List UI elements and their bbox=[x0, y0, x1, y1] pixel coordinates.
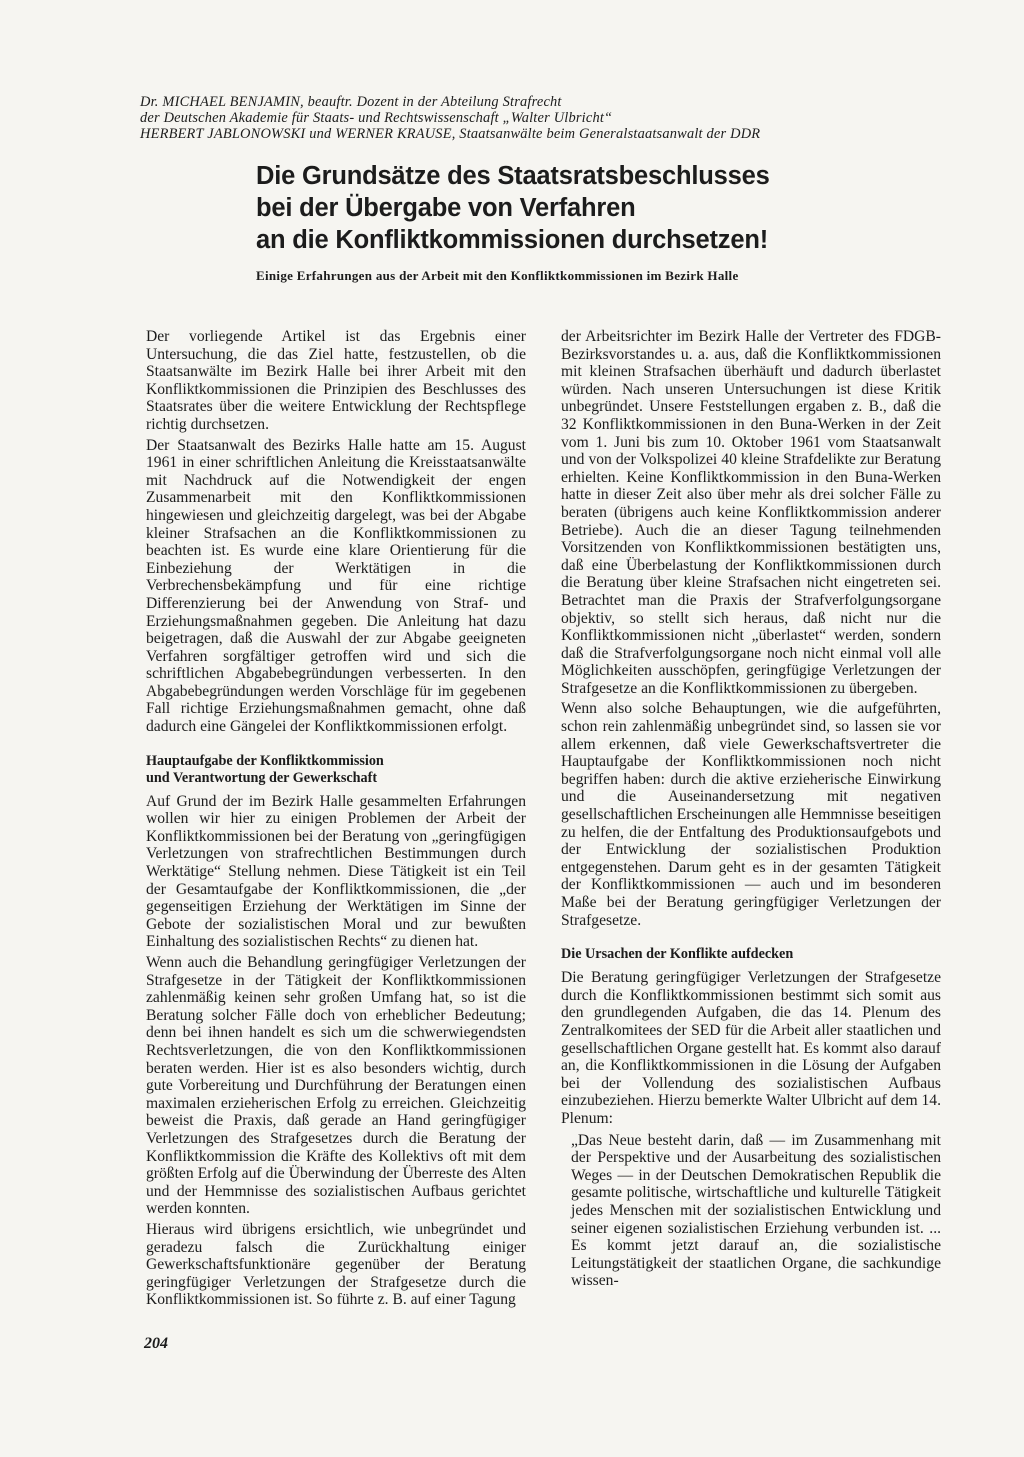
section-heading-line: Hauptaufgabe der Konfliktkommission bbox=[146, 752, 384, 769]
paragraph: Der vorliegende Artikel ist das Ergebnis einer Untersuchung, die das Ziel hatte, festzustellen, ob die Staatsanwälte im Bezirk Halle bei ihrer Arbeit mit den Konfliktkommissionen die Prinzipien des Beschlusses des Staatsrates über die weitere Entwicklung der Rechtspflege richtig durchsetzen. bbox=[146, 328, 526, 433]
title-line: bei der Übergabe von Verfahren bbox=[256, 194, 636, 222]
section-heading: Die Ursachen der Konflikte aufdecken bbox=[561, 946, 794, 963]
block-quote: „Das Neue besteht darin, daß — im Zusammenhang mit der Perspektive und der Ausarbeitung des sozialistischen Weges — in der Deutschen Demokratischen Republik die gesamte politische, wirtschaftliche und kulturelle Tätigkeit jedes Menschen mit der sozialistischen Entwicklung und seiner eigenen sozialistischen Erziehung verbunden ist. ... Es kommt jetzt darauf an, die sozialistische Leitungstätigkeit der staatlichen Organe, die sachkundige wissen- bbox=[571, 1131, 941, 1290]
paragraph: Die Beratung geringfügiger Verletzungen der Strafgesetze durch die Konfliktkommissionen bestimmt sich somit aus den grundlegenden Aufgaben, die das 14. Plenum des Zentralkomitees der SED für die Arbeit aller staatlichen und gesellschaftlichen Organe gestellt hat. Es kommt also darauf an, die Konfliktkommissionen in die Lösung der Aufgaben bei der Vollendung des sozialistischen Aufbaus einzubeziehen. Hierzu bemerkte Walter Ulbricht auf dem 14. Plenum: bbox=[561, 969, 941, 1127]
author-line: HERBERT JABLONOWSKI und WERNER KRAUSE, Staatsanwälte beim Generalstaatsanwalt der DDR bbox=[140, 126, 761, 142]
author-block bbox=[140, 94, 940, 142]
author-line: Dr. MICHAEL BENJAMIN, beauftr. Dozent in der Abteilung Strafrecht bbox=[140, 94, 562, 110]
paragraph: Wenn also solche Behauptungen, wie die aufgeführten, schon rein zahlenmäßig unbegründet sind, so lassen sie vor allem erkennen, daß viele Gewerkschaftsvertreter die Hauptaufgabe der Konfliktkommissionen noch nicht begriffen haben: durch die aktive erzieherische Einwirkung und die Auseinandersetzung mit negativen gesellschaftlichen Erscheinungen alle Hemmnisse beseitigen zu helfen, die der Entfaltung des Produktionsaufgebots und der Entwicklung der sozialistischen Produktion entgegenstehen. Darum geht es in der gesamten Tätigkeit der Konfliktkommissionen — auch und im besonderen Maße bei der Beratung geringfügiger Verletzungen der Strafgesetze. bbox=[561, 700, 941, 929]
paragraph: Der Staatsanwalt des Bezirks Halle hatte am 15. August 1961 in einer schriftlichen Anleitung die Kreisstaatsanwälte mit Nachdruck auf die Notwendigkeit der engen Zusammenarbeit mit den Konfliktkommissionen hingewiesen und gleichzeitig dargelegt, was bei der Abgabe kleiner Strafsachen an die Konfliktkommissionen zu beachten ist. Es wurde eine klare Orientierung für die Einbeziehung der Werktätigen in die Verbrechensbekämpfung und für eine richtige Differenzierung bei der Anwendung von Straf- und Erziehungsmaßnahmen gegeben. Die Anleitung hat dazu beigetragen, daß die Auswahl der zur Abgabe geeigneten Verfahren sorgfältiger getroffen wird und sich die schriftlichen Abgabebegründungen verbesserten. In den Abgabebegründungen werden Vorschläge für im gegebenen Fall richtige Erziehungsmaßnahmen gemacht, ohne daß dadurch eine Gängelei der Konfliktkommissionen erfolgt. bbox=[146, 436, 526, 736]
article-subtitle: Einige Erfahrungen aus der Arbeit mit den Konfliktkommissionen im Bezirk Halle bbox=[256, 268, 739, 283]
title-line: Die Grundsätze des Staatsratsbeschlusses bbox=[256, 162, 770, 190]
author-line: der Deutschen Akademie für Staats- und Rechtswissenschaft „Walter Ulbricht“ bbox=[140, 110, 613, 126]
page-number: 204 bbox=[144, 1335, 168, 1352]
right-column bbox=[561, 328, 941, 1293]
paragraph: Auf Grund der im Bezirk Halle gesammelten Erfahrungen wollen wir hier zu einigen Problemen der Arbeit der Konfliktkommissionen bei der Beratung von „geringfügigen Verletzungen von strafrechtlichen Bestimmungen durch Werktätige“ Stellung nehmen. Diese Tätigkeit ist ein Teil der Gesamtaufgabe der Konfliktkommissionen, die „der gegenseitigen Erziehung der Werktätigen im Sinne der Gebote der sozialistischen Moral und zur bewußten Einhaltung des sozialistischen Rechts“ zu dienen hat. bbox=[146, 792, 526, 951]
paragraph: Hieraus wird übrigens ersichtlich, wie unbegründet und geradezu falsch die Zurückhaltung einiger Gewerkschaftsfunktionäre gegenüber der Beratung geringfügiger Verletzungen der Strafgesetze durch die Konfliktkommissionen ist. So führte z. B. auf einer Tagung bbox=[146, 1220, 526, 1309]
paragraph: der Arbeitsrichter im Bezirk Halle der Vertreter des FDGB-Bezirksvorstandes u. a. aus, daß die Konfliktkommissionen mit kleinen Strafsachen überhäuft und dadurch überlastet würden. Nach unseren Untersuchungen ist diese Kritik unbegründet. Unsere Feststellungen ergaben z. B., daß die 32 Konfliktkommissionen in den Buna-Werken in der Zeit vom 1. Juni bis zum 10. Oktober 1961 vom Staatsanwalt und von der Volkspolizei 40 kleine Strafdelikte zur Beratung erhielten. Keine Konfliktkommission in den Buna-Werken hatte in dieser Zeit also über mehr als drei solcher Fälle zu beraten (übrigens auch keine Konfliktkommission anderer Betriebe). Auch die an dieser Tagung teilnehmenden Vorsitzenden von Konfliktkommissionen bestätigten uns, daß eine Überbelastung der Konfliktkommissionen durch die Beratung über kleine Strafsachen nicht eingetreten sei. Betrachtet man die Praxis der Strafverfolgungsorgane objektiv, so stellt sich heraus, daß nicht nur die Konfliktkommissionen nicht „überlastet“ werden, sondern daß die Strafverfolgungsorgane noch nicht einmal voll alle Möglichkeiten ausschöpfen, geringfügige Verletzungen der Strafgesetze an die Konfliktkommissionen zu übergeben. bbox=[561, 328, 941, 697]
section-heading bbox=[146, 753, 526, 787]
section-heading-line: und Verantwortung der Gewerkschaft bbox=[146, 769, 378, 786]
left-column bbox=[146, 328, 526, 1312]
paragraph: Wenn auch die Behandlung geringfügiger Verletzungen der Strafgesetze in der Tätigkeit der Konfliktkommissionen zahlenmäßig keinen sehr großen Umfang hat, so ist die Beratung solcher Fälle doch von erheblicher Bedeutung; denn bei ihnen handelt es sich um die schwerwiegendsten Rechtsverletzungen, die von den Konfliktkommissionen beraten werden. Hier ist es also besonders wichtig, durch gute Vorbereitung und Durchführung der Beratungen einen maximalen erzieherischen Erfolg zu erreichen. Gleichzeitig beweist die Praxis, daß gerade an Hand geringfügiger Verletzungen des Strafgesetzes durch die Beratung der Konfliktkommission die Kräfte des Kollektivs oft mit dem größten Erfolg auf die Überwindung der Überreste des Alten und der Hemmnisse des sozialistischen Aufbaus gerichtet werden konnten. bbox=[146, 954, 526, 1218]
title-line: an die Konfliktkommissionen durchsetzen! bbox=[256, 226, 768, 254]
article-title bbox=[256, 160, 856, 256]
